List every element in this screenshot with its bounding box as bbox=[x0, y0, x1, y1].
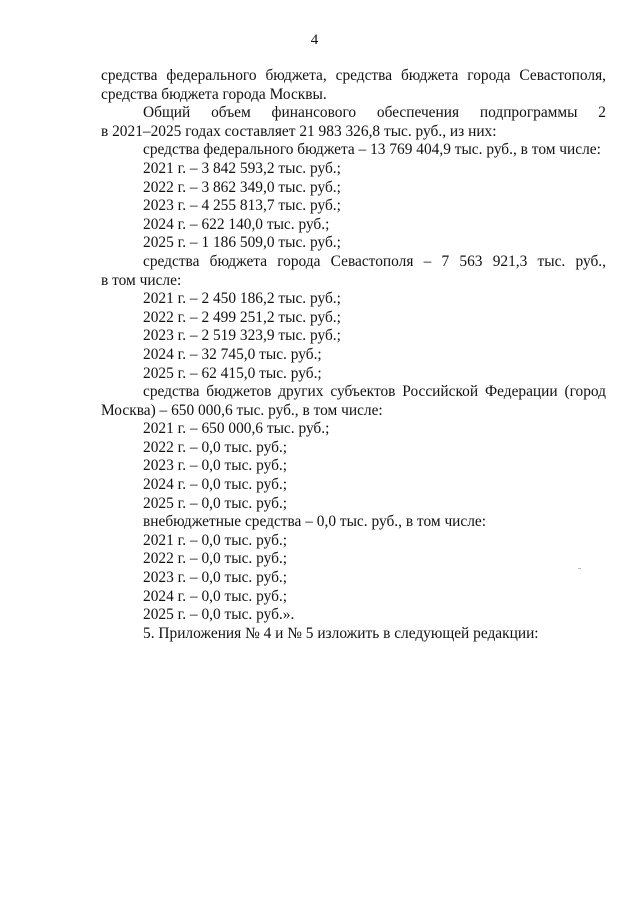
text-line: Общий объем финансового обеспечения подпрограммы 2 bbox=[143, 104, 606, 122]
text-line: 2021 г. – 2 450 186,2 тыс. руб.; bbox=[143, 290, 341, 308]
text-line: средства федерального бюджета – 13 769 404,9 тыс. руб., в том числе: bbox=[143, 141, 601, 159]
text-line: 2022 г. – 0,0 тыс. руб.; bbox=[143, 438, 288, 456]
text-line: 5. Приложения № 4 и № 5 изложить в следующей редакции: bbox=[143, 624, 539, 642]
text-line: 2021 г. – 3 842 593,2 тыс. руб.; bbox=[143, 159, 341, 177]
text-line: 2021 г. – 0,0 тыс. руб.; bbox=[143, 531, 288, 549]
text-line: 2022 г. – 2 499 251,2 тыс. руб.; bbox=[143, 308, 341, 326]
text-line: средства бюджета города Москвы. bbox=[101, 85, 327, 103]
text-line: 2025 г. – 1 186 509,0 тыс. руб.; bbox=[143, 234, 341, 252]
text-line: средства федерального бюджета, средства бюджета города Севастополя, bbox=[101, 67, 606, 84]
text-line: средства бюджета города Севастополя – 7 563 921,3 тыс. руб., bbox=[143, 252, 606, 270]
text-line: 2025 г. – 62 415,0 тыс. руб.; bbox=[143, 364, 322, 382]
text-line: 2023 г. – 4 255 813,7 тыс. руб.; bbox=[143, 197, 341, 215]
text-line: внебюджетные средства – 0,0 тыс. руб., в том числе: bbox=[143, 513, 487, 531]
document-body bbox=[101, 67, 606, 643]
text-line: 2025 г. – 0,0 тыс. руб.; bbox=[143, 494, 288, 512]
text-line: 2024 г. – 0,0 тыс. руб.; bbox=[143, 476, 288, 494]
text-line: 2021 г. – 650 000,6 тыс. руб.; bbox=[143, 420, 330, 438]
text-line: 2023 г. – 0,0 тыс. руб.; bbox=[143, 457, 288, 475]
scan-speck bbox=[578, 568, 581, 569]
text-line: средства бюджетов других субъектов Российской Федерации (город bbox=[143, 383, 606, 401]
text-line: 2023 г. – 2 519 323,9 тыс. руб.; bbox=[143, 327, 341, 345]
text-line: 2024 г. – 32 745,0 тыс. руб.; bbox=[143, 345, 322, 363]
text-line: 2022 г. – 0,0 тыс. руб.; bbox=[143, 550, 288, 568]
page-number: 4 bbox=[310, 32, 319, 48]
text-line: 2024 г. – 622 140,0 тыс. руб.; bbox=[143, 215, 330, 233]
text-line: 2024 г. – 0,0 тыс. руб.; bbox=[143, 587, 288, 605]
text-line: Москва) – 650 000,6 тыс. руб., в том числе: bbox=[101, 401, 383, 419]
text-line: 2025 г. – 0,0 тыс. руб.». bbox=[143, 606, 295, 624]
text-line: 2022 г. – 3 862 349,0 тыс. руб.; bbox=[143, 178, 341, 196]
text-line: в 2021–2025 годах составляет 21 983 326,8 тыс. руб., из них: bbox=[101, 122, 497, 140]
text-line: 2023 г. – 0,0 тыс. руб.; bbox=[143, 569, 288, 587]
text-line: в том числе: bbox=[101, 271, 182, 289]
